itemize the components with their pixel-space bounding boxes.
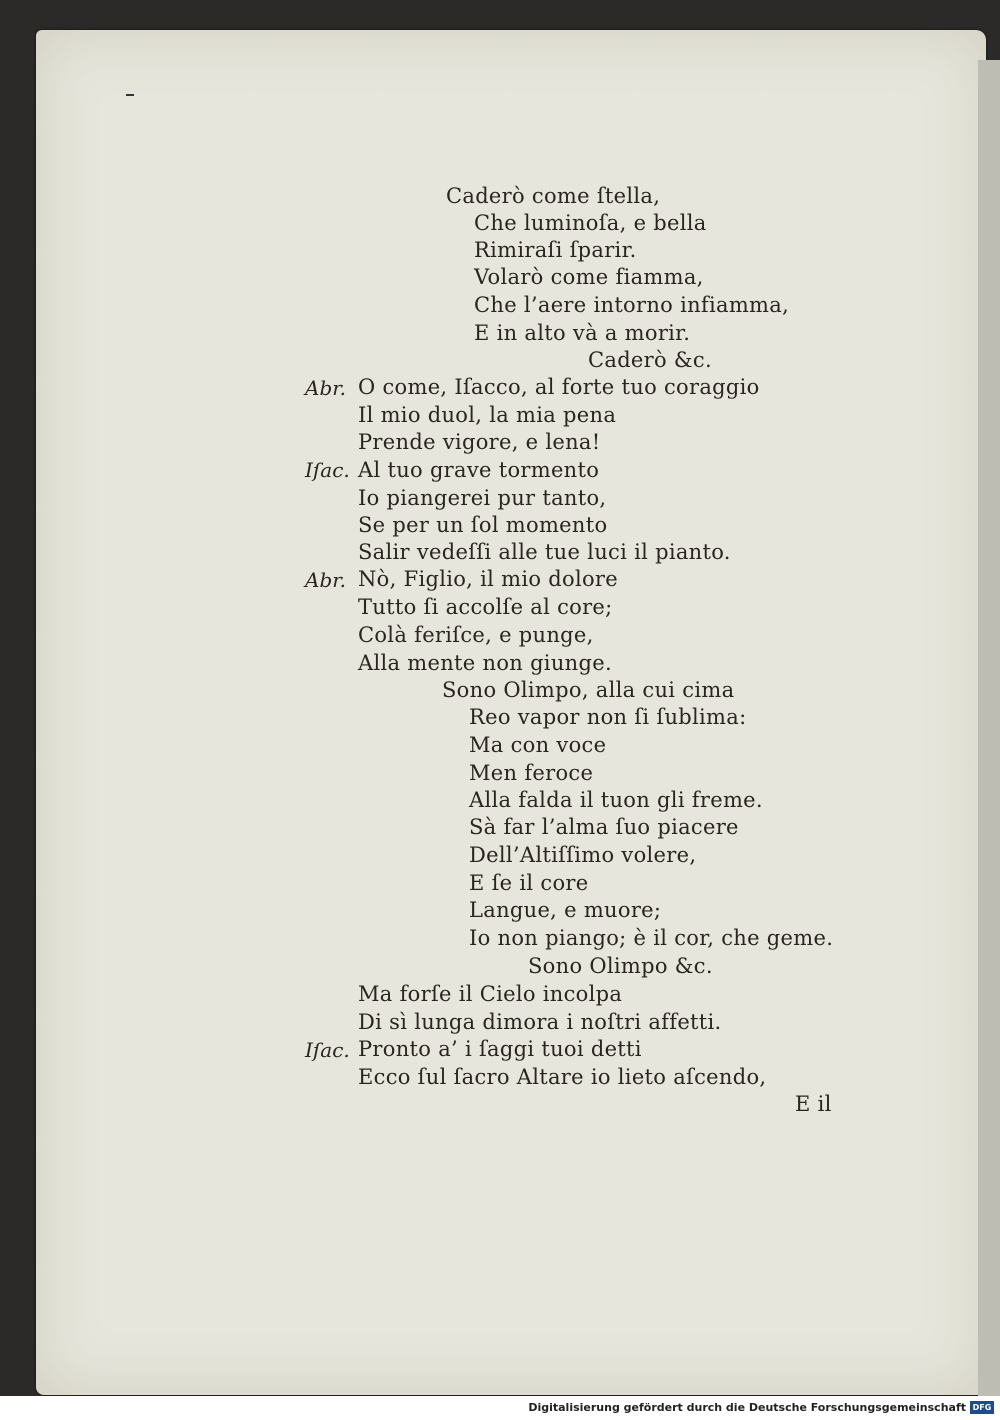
verse-line: Ma forſe il Cielo incolpa [358, 982, 623, 1006]
speaker-label: Abr. [305, 376, 346, 400]
catchword: E il [795, 1092, 832, 1116]
verse-line: Men feroce [469, 761, 594, 785]
verse-line: Il mio duol, la mia pena [358, 403, 617, 427]
verse-line: Che l’aere intorno infiamma, [474, 293, 790, 317]
speaker-label: Abr. [305, 568, 346, 592]
verse-line: Alla mente non giunge. [358, 651, 612, 675]
speaker-label: Iſac. [305, 458, 350, 482]
verse-line: Alla falda il tuon gli freme. [469, 788, 763, 812]
verse-line: Io piangerei pur tanto, [358, 486, 607, 510]
verse-line: Rimiraſi ſparir. [474, 238, 637, 262]
verse-line: Al tuo grave tormento [358, 458, 600, 482]
verse-line: Pronto a’ i ſaggi tuoi detti [358, 1037, 642, 1061]
verse-line: E in alto và a morir. [474, 321, 691, 345]
page-mark [126, 94, 134, 96]
verse-line: Sono Olimpo &c. [528, 954, 713, 978]
verse-line: Sà far l’alma ſuo piacere [469, 815, 739, 839]
verse-line: Ecco ſul ſacro Altare io lieto aſcendo, [358, 1065, 767, 1089]
verse-line: Colà feriſce, e punge, [358, 623, 594, 647]
verse-line: Caderò come ſtella, [446, 184, 661, 208]
verse-line: Caderò &c. [588, 348, 712, 372]
next-page-edge [978, 60, 1000, 1400]
footer-credit: Digitalisierung gefördert durch die Deutsche Forschungsgemeinschaft [528, 1401, 966, 1414]
verse-line: Tutto ſi accolſe al core; [358, 595, 613, 619]
speaker-label: Iſac. [305, 1038, 350, 1062]
verse-line: O come, Iſacco, al forte tuo coraggio [358, 375, 760, 399]
verse-line: E ſe il core [469, 871, 589, 895]
dfg-logo-icon: DFG [970, 1401, 994, 1414]
verse-line: Di sì lunga dimora i noſtri affetti. [358, 1010, 722, 1034]
verse-line: Dell’Altiſſimo volere, [469, 843, 697, 867]
verse-line: Sono Olimpo, alla cui cima [442, 678, 735, 702]
verse-line: Prende vigore, e lena! [358, 430, 601, 454]
verse-line: Langue, e muore; [469, 898, 662, 922]
footer-bar [0, 1396, 1000, 1420]
verse-line: Che luminoſa, e bella [474, 211, 707, 235]
verse-line: Nò, Figlio, il mio dolore [358, 567, 618, 591]
verse-line: Ma con voce [469, 733, 607, 757]
verse-line: Io non piango; è il cor, che geme. [469, 926, 834, 950]
verse-line: Reo vapor non ſi ſublima: [469, 705, 747, 729]
verse-line: Salir vedeſſi alle tue luci il pianto. [358, 540, 731, 564]
verse-line: Volarò come fiamma, [474, 265, 704, 289]
verse-line: Se per un ſol momento [358, 513, 608, 537]
